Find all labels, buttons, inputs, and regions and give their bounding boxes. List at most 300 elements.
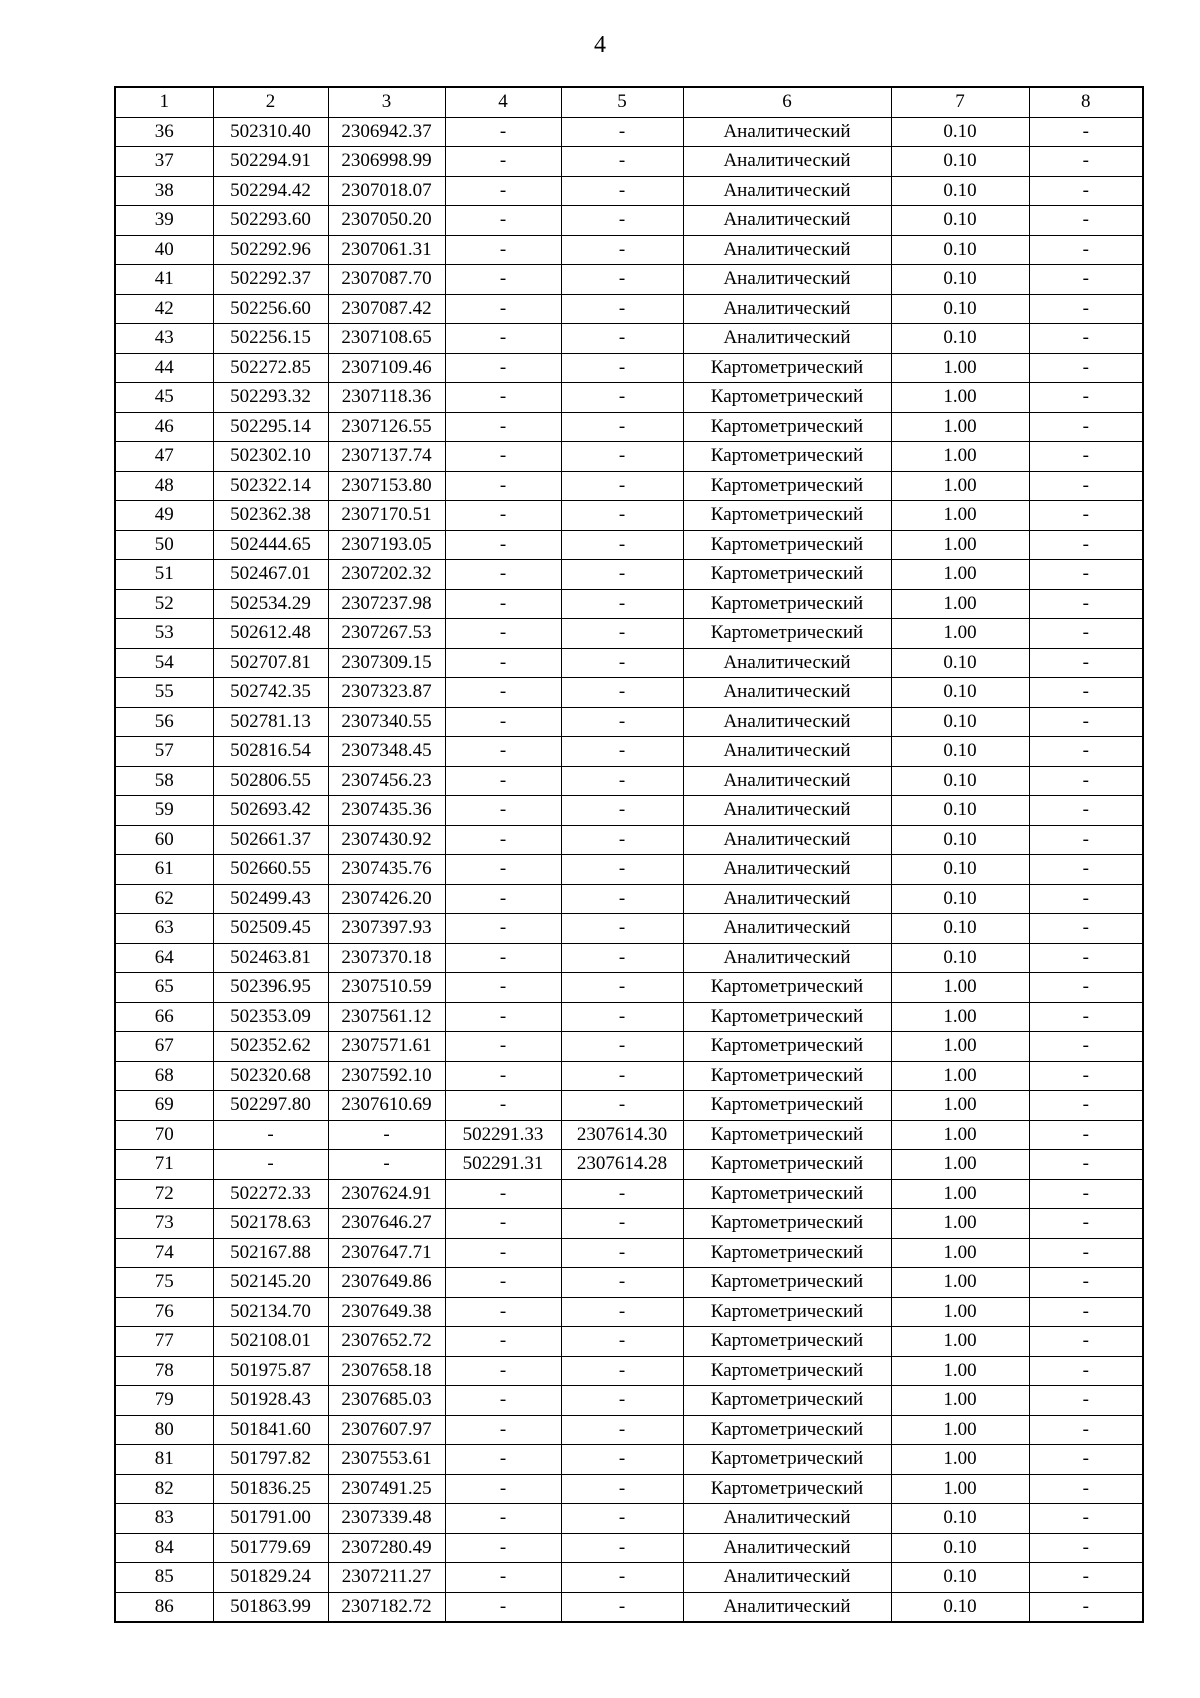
- y-new-cell: -: [561, 1268, 683, 1298]
- table-row: [115, 884, 1143, 914]
- column-header: 8: [1029, 87, 1143, 117]
- y-coordinate-cell: 2307647.71: [328, 1238, 445, 1268]
- point-number-cell: 78: [115, 1356, 213, 1386]
- y-new-cell: -: [561, 855, 683, 885]
- y-new-cell: 2307614.30: [561, 1120, 683, 1150]
- note-cell: -: [1029, 825, 1143, 855]
- note-cell: -: [1029, 1474, 1143, 1504]
- y-coordinate-cell: 2307309.15: [328, 648, 445, 678]
- x-coordinate-cell: 502302.10: [213, 442, 328, 472]
- x-coordinate-cell: 501841.60: [213, 1415, 328, 1445]
- method-cell: Аналитический: [683, 678, 891, 708]
- method-cell: Картометрический: [683, 471, 891, 501]
- x-new-cell: -: [445, 1091, 561, 1121]
- table-row: [115, 1356, 1143, 1386]
- x-coordinate-cell: 502145.20: [213, 1268, 328, 1298]
- accuracy-cell: 0.10: [891, 884, 1029, 914]
- table-row: [115, 176, 1143, 206]
- x-coordinate-cell: 501829.24: [213, 1563, 328, 1593]
- method-cell: Картометрический: [683, 1002, 891, 1032]
- y-new-cell: -: [561, 147, 683, 177]
- y-coordinate-cell: 2307610.69: [328, 1091, 445, 1121]
- table-row: [115, 1297, 1143, 1327]
- method-cell: Картометрический: [683, 1238, 891, 1268]
- method-cell: Картометрический: [683, 1268, 891, 1298]
- x-coordinate-cell: 502661.37: [213, 825, 328, 855]
- x-coordinate-cell: 501863.99: [213, 1592, 328, 1622]
- x-coordinate-cell: 502292.37: [213, 265, 328, 295]
- y-new-cell: -: [561, 294, 683, 324]
- method-cell: Картометрический: [683, 1327, 891, 1357]
- y-new-cell: -: [561, 1327, 683, 1357]
- x-new-cell: -: [445, 471, 561, 501]
- point-number-cell: 38: [115, 176, 213, 206]
- note-cell: -: [1029, 147, 1143, 177]
- y-new-cell: -: [561, 176, 683, 206]
- point-number-cell: 48: [115, 471, 213, 501]
- accuracy-cell: 1.00: [891, 1297, 1029, 1327]
- x-new-cell: -: [445, 884, 561, 914]
- note-cell: -: [1029, 412, 1143, 442]
- accuracy-cell: 0.10: [891, 176, 1029, 206]
- table-row: [115, 707, 1143, 737]
- point-number-cell: 40: [115, 235, 213, 265]
- accuracy-cell: 1.00: [891, 1061, 1029, 1091]
- table-row: [115, 1150, 1143, 1180]
- note-cell: -: [1029, 1445, 1143, 1475]
- note-cell: -: [1029, 442, 1143, 472]
- note-cell: -: [1029, 383, 1143, 413]
- y-new-cell: -: [561, 560, 683, 590]
- note-cell: -: [1029, 1386, 1143, 1416]
- accuracy-cell: 0.10: [891, 1504, 1029, 1534]
- method-cell: Аналитический: [683, 796, 891, 826]
- method-cell: Аналитический: [683, 265, 891, 295]
- x-new-cell: -: [445, 1356, 561, 1386]
- x-coordinate-cell: 502742.35: [213, 678, 328, 708]
- table-row: [115, 1209, 1143, 1239]
- note-cell: -: [1029, 943, 1143, 973]
- y-new-cell: -: [561, 1356, 683, 1386]
- y-coordinate-cell: 2307340.55: [328, 707, 445, 737]
- x-new-cell: -: [445, 1445, 561, 1475]
- point-number-cell: 41: [115, 265, 213, 295]
- table-row: [115, 1091, 1143, 1121]
- point-number-cell: 45: [115, 383, 213, 413]
- y-coordinate-cell: 2307652.72: [328, 1327, 445, 1357]
- table-row: [115, 235, 1143, 265]
- note-cell: -: [1029, 1533, 1143, 1563]
- table-row: [115, 1504, 1143, 1534]
- table-row: [115, 1415, 1143, 1445]
- accuracy-cell: 1.00: [891, 530, 1029, 560]
- x-coordinate-cell: 502108.01: [213, 1327, 328, 1357]
- y-coordinate-cell: 2307624.91: [328, 1179, 445, 1209]
- point-number-cell: 55: [115, 678, 213, 708]
- y-new-cell: -: [561, 353, 683, 383]
- x-new-cell: -: [445, 1297, 561, 1327]
- x-new-cell: -: [445, 1563, 561, 1593]
- coordinates-table: [114, 86, 1144, 1623]
- x-new-cell: -: [445, 442, 561, 472]
- point-number-cell: 82: [115, 1474, 213, 1504]
- y-coordinate-cell: 2307087.70: [328, 265, 445, 295]
- note-cell: -: [1029, 294, 1143, 324]
- method-cell: Картометрический: [683, 1179, 891, 1209]
- x-new-cell: -: [445, 914, 561, 944]
- y-coordinate-cell: 2307553.61: [328, 1445, 445, 1475]
- point-number-cell: 70: [115, 1120, 213, 1150]
- accuracy-cell: 1.00: [891, 973, 1029, 1003]
- method-cell: Картометрический: [683, 1091, 891, 1121]
- x-coordinate-cell: 502293.32: [213, 383, 328, 413]
- table-row: [115, 412, 1143, 442]
- x-new-cell: -: [445, 619, 561, 649]
- table-row: [115, 353, 1143, 383]
- point-number-cell: 84: [115, 1533, 213, 1563]
- note-cell: -: [1029, 501, 1143, 531]
- accuracy-cell: 1.00: [891, 353, 1029, 383]
- note-cell: -: [1029, 619, 1143, 649]
- y-coordinate-cell: 2307561.12: [328, 1002, 445, 1032]
- note-cell: -: [1029, 707, 1143, 737]
- method-cell: Картометрический: [683, 973, 891, 1003]
- x-coordinate-cell: 501975.87: [213, 1356, 328, 1386]
- y-coordinate-cell: 2307646.27: [328, 1209, 445, 1239]
- accuracy-cell: 1.00: [891, 1268, 1029, 1298]
- method-cell: Аналитический: [683, 914, 891, 944]
- method-cell: Аналитический: [683, 855, 891, 885]
- table-row: [115, 1268, 1143, 1298]
- accuracy-cell: 1.00: [891, 1356, 1029, 1386]
- point-number-cell: 86: [115, 1592, 213, 1622]
- accuracy-cell: 1.00: [891, 1032, 1029, 1062]
- point-number-cell: 63: [115, 914, 213, 944]
- y-new-cell: -: [561, 117, 683, 147]
- note-cell: -: [1029, 1120, 1143, 1150]
- table-row: [115, 117, 1143, 147]
- x-new-cell: -: [445, 678, 561, 708]
- accuracy-cell: 0.10: [891, 766, 1029, 796]
- method-cell: Аналитический: [683, 766, 891, 796]
- y-coordinate-cell: 2307435.36: [328, 796, 445, 826]
- point-number-cell: 43: [115, 324, 213, 354]
- point-number-cell: 54: [115, 648, 213, 678]
- y-coordinate-cell: 2307658.18: [328, 1356, 445, 1386]
- accuracy-cell: 0.10: [891, 147, 1029, 177]
- accuracy-cell: 1.00: [891, 442, 1029, 472]
- y-coordinate-cell: 2307348.45: [328, 737, 445, 767]
- table-row: [115, 796, 1143, 826]
- y-coordinate-cell: 2307397.93: [328, 914, 445, 944]
- method-cell: Аналитический: [683, 825, 891, 855]
- method-cell: Аналитический: [683, 648, 891, 678]
- method-cell: Картометрический: [683, 1474, 891, 1504]
- table-row: [115, 1563, 1143, 1593]
- method-cell: Картометрический: [683, 353, 891, 383]
- y-new-cell: -: [561, 943, 683, 973]
- y-coordinate-cell: 2307339.48: [328, 1504, 445, 1534]
- method-cell: Аналитический: [683, 117, 891, 147]
- table-row: [115, 324, 1143, 354]
- note-cell: -: [1029, 265, 1143, 295]
- table-row: [115, 648, 1143, 678]
- method-cell: Аналитический: [683, 147, 891, 177]
- y-new-cell: -: [561, 737, 683, 767]
- note-cell: -: [1029, 1563, 1143, 1593]
- y-coordinate-cell: 2307153.80: [328, 471, 445, 501]
- method-cell: Картометрический: [683, 1150, 891, 1180]
- point-number-cell: 75: [115, 1268, 213, 1298]
- y-new-cell: -: [561, 973, 683, 1003]
- y-coordinate-cell: 2307426.20: [328, 884, 445, 914]
- table-row: [115, 1238, 1143, 1268]
- point-number-cell: 59: [115, 796, 213, 826]
- note-cell: -: [1029, 117, 1143, 147]
- y-new-cell: -: [561, 1032, 683, 1062]
- point-number-cell: 39: [115, 206, 213, 236]
- x-coordinate-cell: 502816.54: [213, 737, 328, 767]
- y-coordinate-cell: -: [328, 1150, 445, 1180]
- x-coordinate-cell: 502534.29: [213, 589, 328, 619]
- point-number-cell: 61: [115, 855, 213, 885]
- y-new-cell: -: [561, 324, 683, 354]
- table-row: [115, 206, 1143, 236]
- note-cell: -: [1029, 1179, 1143, 1209]
- x-coordinate-cell: 502396.95: [213, 973, 328, 1003]
- y-new-cell: -: [561, 1209, 683, 1239]
- x-new-cell: -: [445, 1415, 561, 1445]
- x-coordinate-cell: 502310.40: [213, 117, 328, 147]
- accuracy-cell: 0.10: [891, 678, 1029, 708]
- y-coordinate-cell: 2307137.74: [328, 442, 445, 472]
- page-number: 4: [594, 32, 606, 58]
- note-cell: -: [1029, 1356, 1143, 1386]
- x-new-cell: -: [445, 825, 561, 855]
- x-coordinate-cell: 502444.65: [213, 530, 328, 560]
- accuracy-cell: 0.10: [891, 648, 1029, 678]
- accuracy-cell: 0.10: [891, 825, 1029, 855]
- table-row: [115, 855, 1143, 885]
- y-new-cell: -: [561, 1415, 683, 1445]
- table-row: [115, 1592, 1143, 1622]
- column-header: 2: [213, 87, 328, 117]
- x-coordinate-cell: 502322.14: [213, 471, 328, 501]
- x-new-cell: -: [445, 206, 561, 236]
- method-cell: Картометрический: [683, 1120, 891, 1150]
- method-cell: Аналитический: [683, 884, 891, 914]
- y-new-cell: -: [561, 619, 683, 649]
- x-new-cell: -: [445, 1179, 561, 1209]
- point-number-cell: 79: [115, 1386, 213, 1416]
- y-coordinate-cell: 2307126.55: [328, 412, 445, 442]
- note-cell: -: [1029, 1209, 1143, 1239]
- y-new-cell: -: [561, 1504, 683, 1534]
- accuracy-cell: 1.00: [891, 412, 1029, 442]
- x-coordinate-cell: -: [213, 1150, 328, 1180]
- note-cell: -: [1029, 737, 1143, 767]
- y-new-cell: -: [561, 1474, 683, 1504]
- method-cell: Аналитический: [683, 176, 891, 206]
- y-new-cell: -: [561, 1297, 683, 1327]
- accuracy-cell: 1.00: [891, 471, 1029, 501]
- method-cell: Картометрический: [683, 589, 891, 619]
- x-new-cell: -: [445, 412, 561, 442]
- y-coordinate-cell: 2307571.61: [328, 1032, 445, 1062]
- x-new-cell: -: [445, 1474, 561, 1504]
- y-coordinate-cell: 2307050.20: [328, 206, 445, 236]
- point-number-cell: 68: [115, 1061, 213, 1091]
- x-new-cell: -: [445, 265, 561, 295]
- point-number-cell: 80: [115, 1415, 213, 1445]
- table-row: [115, 619, 1143, 649]
- note-cell: -: [1029, 560, 1143, 590]
- y-new-cell: -: [561, 825, 683, 855]
- method-cell: Аналитический: [683, 1563, 891, 1593]
- x-new-cell: -: [445, 766, 561, 796]
- x-new-cell: -: [445, 1386, 561, 1416]
- x-new-cell: -: [445, 1327, 561, 1357]
- note-cell: -: [1029, 1091, 1143, 1121]
- point-number-cell: 57: [115, 737, 213, 767]
- x-new-cell: -: [445, 235, 561, 265]
- table-row: [115, 1327, 1143, 1357]
- table-row: [115, 294, 1143, 324]
- note-cell: -: [1029, 353, 1143, 383]
- x-coordinate-cell: 502294.91: [213, 147, 328, 177]
- x-coordinate-cell: 502660.55: [213, 855, 328, 885]
- x-new-cell: -: [445, 1209, 561, 1239]
- point-number-cell: 37: [115, 147, 213, 177]
- y-coordinate-cell: 2307109.46: [328, 353, 445, 383]
- x-coordinate-cell: 502295.14: [213, 412, 328, 442]
- note-cell: -: [1029, 1238, 1143, 1268]
- x-coordinate-cell: 502693.42: [213, 796, 328, 826]
- note-cell: -: [1029, 589, 1143, 619]
- x-new-cell: 502291.31: [445, 1150, 561, 1180]
- accuracy-cell: 1.00: [891, 1327, 1029, 1357]
- y-coordinate-cell: 2307435.76: [328, 855, 445, 885]
- y-new-cell: -: [561, 265, 683, 295]
- x-new-cell: -: [445, 1032, 561, 1062]
- x-new-cell: -: [445, 973, 561, 1003]
- note-cell: -: [1029, 884, 1143, 914]
- column-header: 6: [683, 87, 891, 117]
- x-coordinate-cell: 502256.15: [213, 324, 328, 354]
- x-coordinate-cell: 502297.80: [213, 1091, 328, 1121]
- note-cell: -: [1029, 324, 1143, 354]
- note-cell: -: [1029, 1150, 1143, 1180]
- column-header: 7: [891, 87, 1029, 117]
- table-header-row: [115, 87, 1143, 117]
- y-coordinate-cell: 2307202.32: [328, 560, 445, 590]
- x-coordinate-cell: 502272.85: [213, 353, 328, 383]
- y-coordinate-cell: 2307237.98: [328, 589, 445, 619]
- y-coordinate-cell: 2307118.36: [328, 383, 445, 413]
- y-new-cell: -: [561, 914, 683, 944]
- x-new-cell: -: [445, 501, 561, 531]
- y-new-cell: -: [561, 648, 683, 678]
- x-coordinate-cell: 502612.48: [213, 619, 328, 649]
- method-cell: Картометрический: [683, 412, 891, 442]
- y-coordinate-cell: 2307018.07: [328, 176, 445, 206]
- y-new-cell: -: [561, 1061, 683, 1091]
- point-number-cell: 56: [115, 707, 213, 737]
- note-cell: -: [1029, 1415, 1143, 1445]
- x-new-cell: -: [445, 1504, 561, 1534]
- accuracy-cell: 0.10: [891, 707, 1029, 737]
- table-row: [115, 1445, 1143, 1475]
- note-cell: -: [1029, 1327, 1143, 1357]
- y-new-cell: -: [561, 1563, 683, 1593]
- y-new-cell: -: [561, 1386, 683, 1416]
- point-number-cell: 42: [115, 294, 213, 324]
- table-row: [115, 1120, 1143, 1150]
- x-coordinate-cell: 501928.43: [213, 1386, 328, 1416]
- point-number-cell: 77: [115, 1327, 213, 1357]
- accuracy-cell: 1.00: [891, 1002, 1029, 1032]
- x-coordinate-cell: 502362.38: [213, 501, 328, 531]
- x-new-cell: -: [445, 1061, 561, 1091]
- y-new-cell: -: [561, 796, 683, 826]
- method-cell: Аналитический: [683, 235, 891, 265]
- method-cell: Аналитический: [683, 206, 891, 236]
- note-cell: -: [1029, 1268, 1143, 1298]
- x-new-cell: -: [445, 353, 561, 383]
- y-coordinate-cell: 2307323.87: [328, 678, 445, 708]
- point-number-cell: 46: [115, 412, 213, 442]
- y-coordinate-cell: 2307607.97: [328, 1415, 445, 1445]
- point-number-cell: 69: [115, 1091, 213, 1121]
- table-row: [115, 766, 1143, 796]
- method-cell: Картометрический: [683, 1356, 891, 1386]
- note-cell: -: [1029, 530, 1143, 560]
- x-new-cell: -: [445, 943, 561, 973]
- y-new-cell: -: [561, 530, 683, 560]
- note-cell: -: [1029, 1504, 1143, 1534]
- note-cell: -: [1029, 1032, 1143, 1062]
- table-row: [115, 1032, 1143, 1062]
- note-cell: -: [1029, 471, 1143, 501]
- point-number-cell: 71: [115, 1150, 213, 1180]
- method-cell: Аналитический: [683, 324, 891, 354]
- x-coordinate-cell: 501791.00: [213, 1504, 328, 1534]
- y-new-cell: -: [561, 412, 683, 442]
- accuracy-cell: 1.00: [891, 619, 1029, 649]
- table-row: [115, 471, 1143, 501]
- x-coordinate-cell: 501779.69: [213, 1533, 328, 1563]
- x-new-cell: -: [445, 560, 561, 590]
- note-cell: -: [1029, 235, 1143, 265]
- y-coordinate-cell: -: [328, 1120, 445, 1150]
- table-body: [115, 117, 1143, 1622]
- table-row: [115, 678, 1143, 708]
- y-coordinate-cell: 2307170.51: [328, 501, 445, 531]
- accuracy-cell: 0.10: [891, 1533, 1029, 1563]
- method-cell: Картометрический: [683, 1445, 891, 1475]
- x-new-cell: -: [445, 1533, 561, 1563]
- point-number-cell: 66: [115, 1002, 213, 1032]
- accuracy-cell: 1.00: [891, 1474, 1029, 1504]
- accuracy-cell: 0.10: [891, 943, 1029, 973]
- x-coordinate-cell: 502178.63: [213, 1209, 328, 1239]
- x-new-cell: -: [445, 589, 561, 619]
- accuracy-cell: 0.10: [891, 914, 1029, 944]
- table-row: [115, 825, 1143, 855]
- accuracy-cell: 1.00: [891, 1415, 1029, 1445]
- table-row: [115, 1061, 1143, 1091]
- method-cell: Картометрический: [683, 560, 891, 590]
